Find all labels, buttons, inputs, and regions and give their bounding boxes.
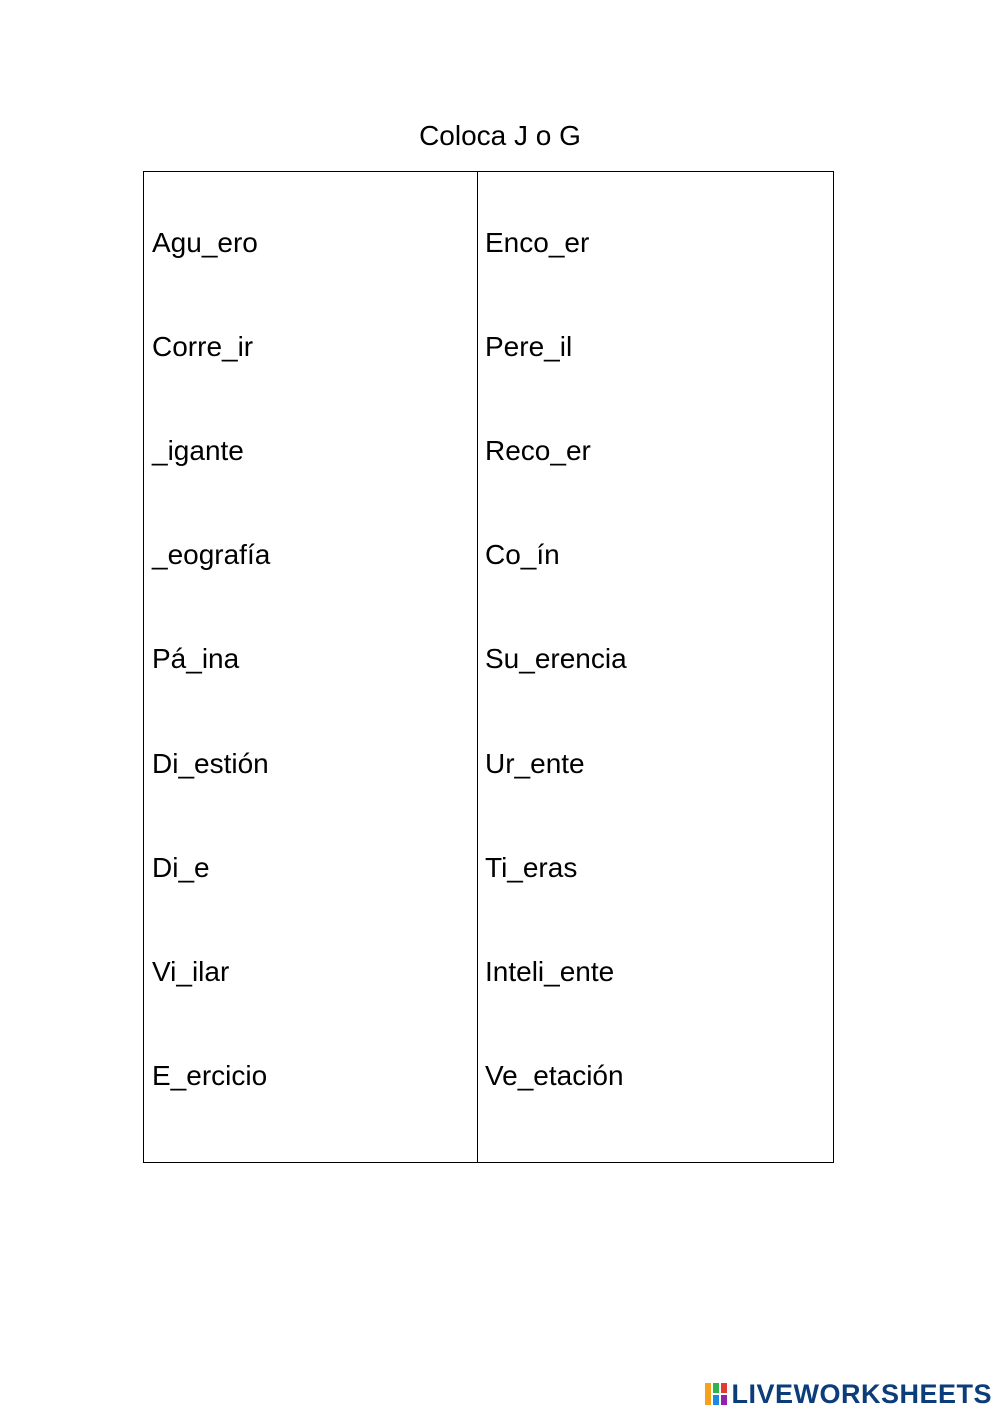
liveworksheets-logo-icon [704, 1382, 728, 1406]
word-item: E_ercicio [152, 1060, 268, 1091]
word-table [143, 171, 834, 1163]
liveworksheets-brand [704, 1378, 992, 1410]
brand-text: LIVEWORKSHEETS [731, 1379, 992, 1409]
right-column [485, 172, 825, 1162]
column-divider [477, 172, 478, 1162]
word-item: Di_estión [152, 748, 269, 779]
word-item: _igante [152, 435, 244, 466]
word-item: Di_e [152, 852, 210, 883]
left-column [152, 172, 472, 1162]
word-item: _eografía [152, 539, 271, 570]
word-item: Reco_er [485, 435, 591, 466]
word-item: Corre_ir [152, 331, 254, 362]
word-item: Su_erencia [485, 643, 627, 674]
word-item: Pere_il [485, 331, 573, 362]
word-item: Ur_ente [485, 748, 585, 779]
word-item: Co_ín [485, 539, 560, 570]
word-item: Inteli_ente [485, 956, 615, 987]
word-item: Ti_eras [485, 852, 578, 883]
word-item: Enco_er [485, 227, 590, 258]
word-item: Pá_ina [152, 643, 240, 674]
word-item: Vi_ilar [152, 956, 230, 987]
word-item: Agu_ero [152, 227, 258, 258]
worksheet-title: Coloca J o G [419, 120, 581, 151]
word-item: Ve_etación [485, 1060, 624, 1091]
